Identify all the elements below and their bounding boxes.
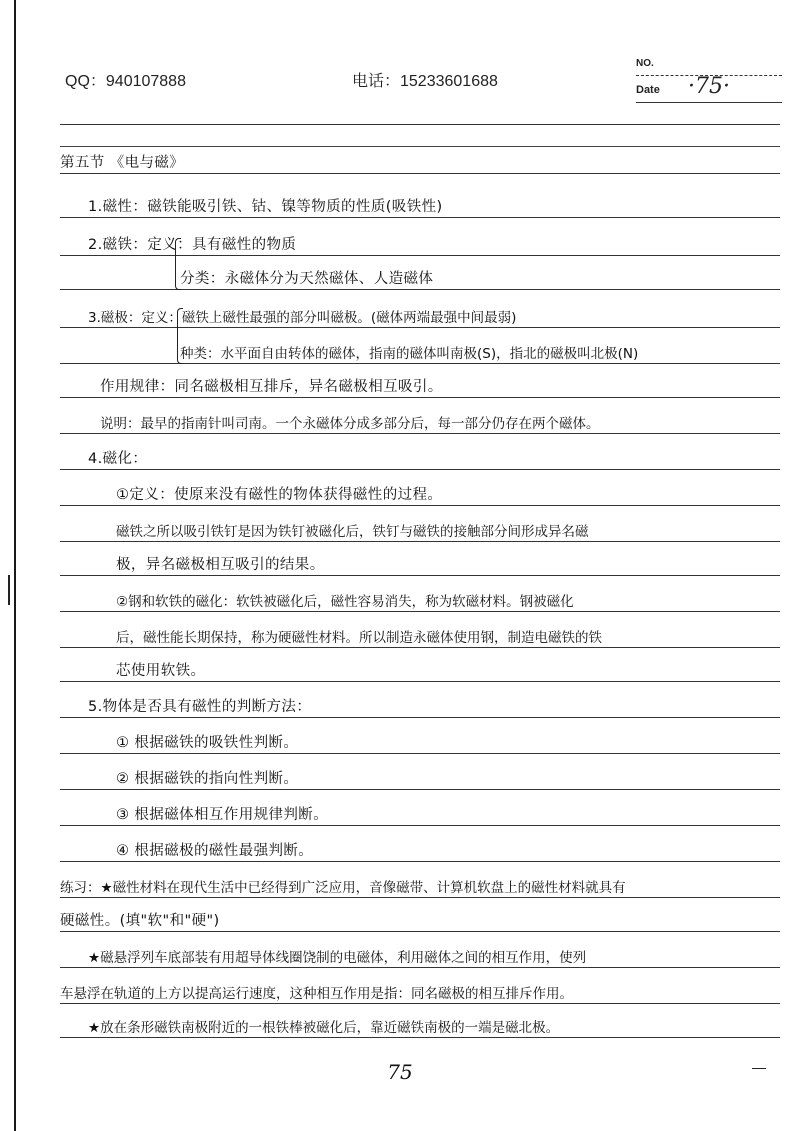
note-line bbox=[60, 412, 780, 434]
note-text: 1.磁性：磁铁能吸引铁、钴、镍等物质的性质(吸铁性) bbox=[88, 199, 443, 215]
note-line bbox=[60, 768, 780, 790]
note-text: 3.磁极：定义：磁铁上磁性最强的部分叫磁极。(磁体两端最强中间最弱) bbox=[88, 310, 517, 326]
note-line bbox=[60, 554, 780, 576]
date-line bbox=[636, 102, 782, 103]
note-line bbox=[60, 342, 780, 364]
note-line bbox=[60, 520, 780, 542]
binding-mark bbox=[8, 575, 18, 605]
bracket-pole bbox=[177, 308, 183, 364]
note-text: 硬磁性。(填"软"和"硬") bbox=[60, 913, 220, 929]
note-line bbox=[60, 196, 780, 218]
note-line bbox=[60, 876, 780, 898]
note-text: ④ 根据磁极的磁性最强判断。 bbox=[116, 843, 314, 859]
note-text: ② 根据磁铁的指向性判断。 bbox=[116, 771, 299, 787]
note-line bbox=[60, 910, 780, 932]
note-text: ②钢和软铁的磁化：软铁被磁化后，磁性容易消失，称为软磁材料。钢被磁化 bbox=[116, 594, 574, 610]
note-line bbox=[60, 696, 780, 718]
note-text: ① 根据磁铁的吸铁性判断。 bbox=[116, 735, 299, 751]
note-text: 后，磁性能长期保持，称为硬磁性材料。所以制造永磁体使用钢，制造电磁铁的铁 bbox=[116, 630, 602, 646]
note-text: 4.磁化： bbox=[88, 451, 148, 467]
note-line bbox=[60, 234, 780, 256]
note-line bbox=[60, 448, 780, 470]
note-text: ①定义：使原来没有磁性的物体获得磁性的过程。 bbox=[116, 487, 443, 503]
note-text: 车悬浮在轨道的上方以提高运行速度，这种相互作用是指：同名磁极的相互排斥作用。 bbox=[60, 986, 573, 1002]
note-text: 磁铁之所以吸引铁钉是因为铁钉被磁化后，铁钉与磁铁的接触部分间形成异名磁 bbox=[116, 524, 589, 540]
note-text: ★磁悬浮列车底部装有用超导体线圈饶制的电磁体，利用磁体之间的相互作用，使列 bbox=[88, 950, 587, 966]
no-label: NO. bbox=[636, 58, 654, 69]
note-line bbox=[60, 268, 780, 290]
page-number: 75 bbox=[387, 1060, 413, 1084]
note-text: ③ 根据磁体相互作用规律判断。 bbox=[116, 807, 329, 823]
bracket-magnet bbox=[175, 238, 181, 290]
note-line bbox=[60, 982, 780, 1004]
note-text: 练习：★磁性材料在现代生活中已经得到广泛应用，音像磁带、计算机软盘上的磁性材料就具有 bbox=[60, 880, 626, 896]
note-text: 5.物体是否具有磁性的判断方法： bbox=[88, 699, 312, 715]
date-value: ·75· bbox=[688, 74, 730, 99]
note-line bbox=[60, 732, 780, 754]
section-title bbox=[60, 152, 780, 174]
note-text: 作用规律：同名磁极相互排斥，异名磁极相互吸引。 bbox=[100, 379, 443, 395]
note-text: 2.磁铁：定义：具有磁性的物质 bbox=[88, 237, 297, 253]
note-line bbox=[60, 306, 780, 328]
top-rule bbox=[60, 124, 780, 125]
top-rule-2 bbox=[60, 146, 780, 147]
note-line bbox=[60, 484, 780, 506]
note-line bbox=[60, 946, 780, 968]
note-text: 分类：永磁体分为天然磁体、人造磁体 bbox=[180, 271, 434, 287]
note-text: 第五节 《电与磁》 bbox=[60, 155, 185, 171]
phone-contact: 电话：15233601688 bbox=[352, 73, 498, 90]
note-line bbox=[60, 660, 780, 682]
note-line bbox=[60, 840, 780, 862]
note-line bbox=[60, 376, 780, 398]
date-label: Date bbox=[636, 84, 660, 96]
note-text: 说明：最早的指南针叫司南。一个永磁体分成多部分后，每一部分仍存在两个磁体。 bbox=[100, 416, 600, 432]
qq-contact: QQ：940107888 bbox=[65, 73, 186, 90]
note-line bbox=[60, 626, 780, 648]
binding-line bbox=[14, 0, 16, 1131]
note-line bbox=[60, 590, 780, 612]
page-header bbox=[0, 58, 800, 102]
note-line bbox=[60, 804, 780, 826]
no-date-box bbox=[636, 58, 784, 106]
note-text: ★放在条形磁铁南极附近的一根铁棒被磁化后，靠近磁铁南极的一端是磁北极。 bbox=[88, 1020, 560, 1036]
note-line bbox=[60, 1016, 780, 1038]
note-text: 芯使用软铁。 bbox=[116, 663, 206, 679]
note-text: 种类：水平面自由转体的磁体，指南的磁体叫南极(S)，指北的磁极叫北极(N) bbox=[180, 346, 639, 362]
note-text: 极，异名磁极相互吸引的结果。 bbox=[116, 557, 325, 573]
corner-dash bbox=[752, 1068, 766, 1069]
